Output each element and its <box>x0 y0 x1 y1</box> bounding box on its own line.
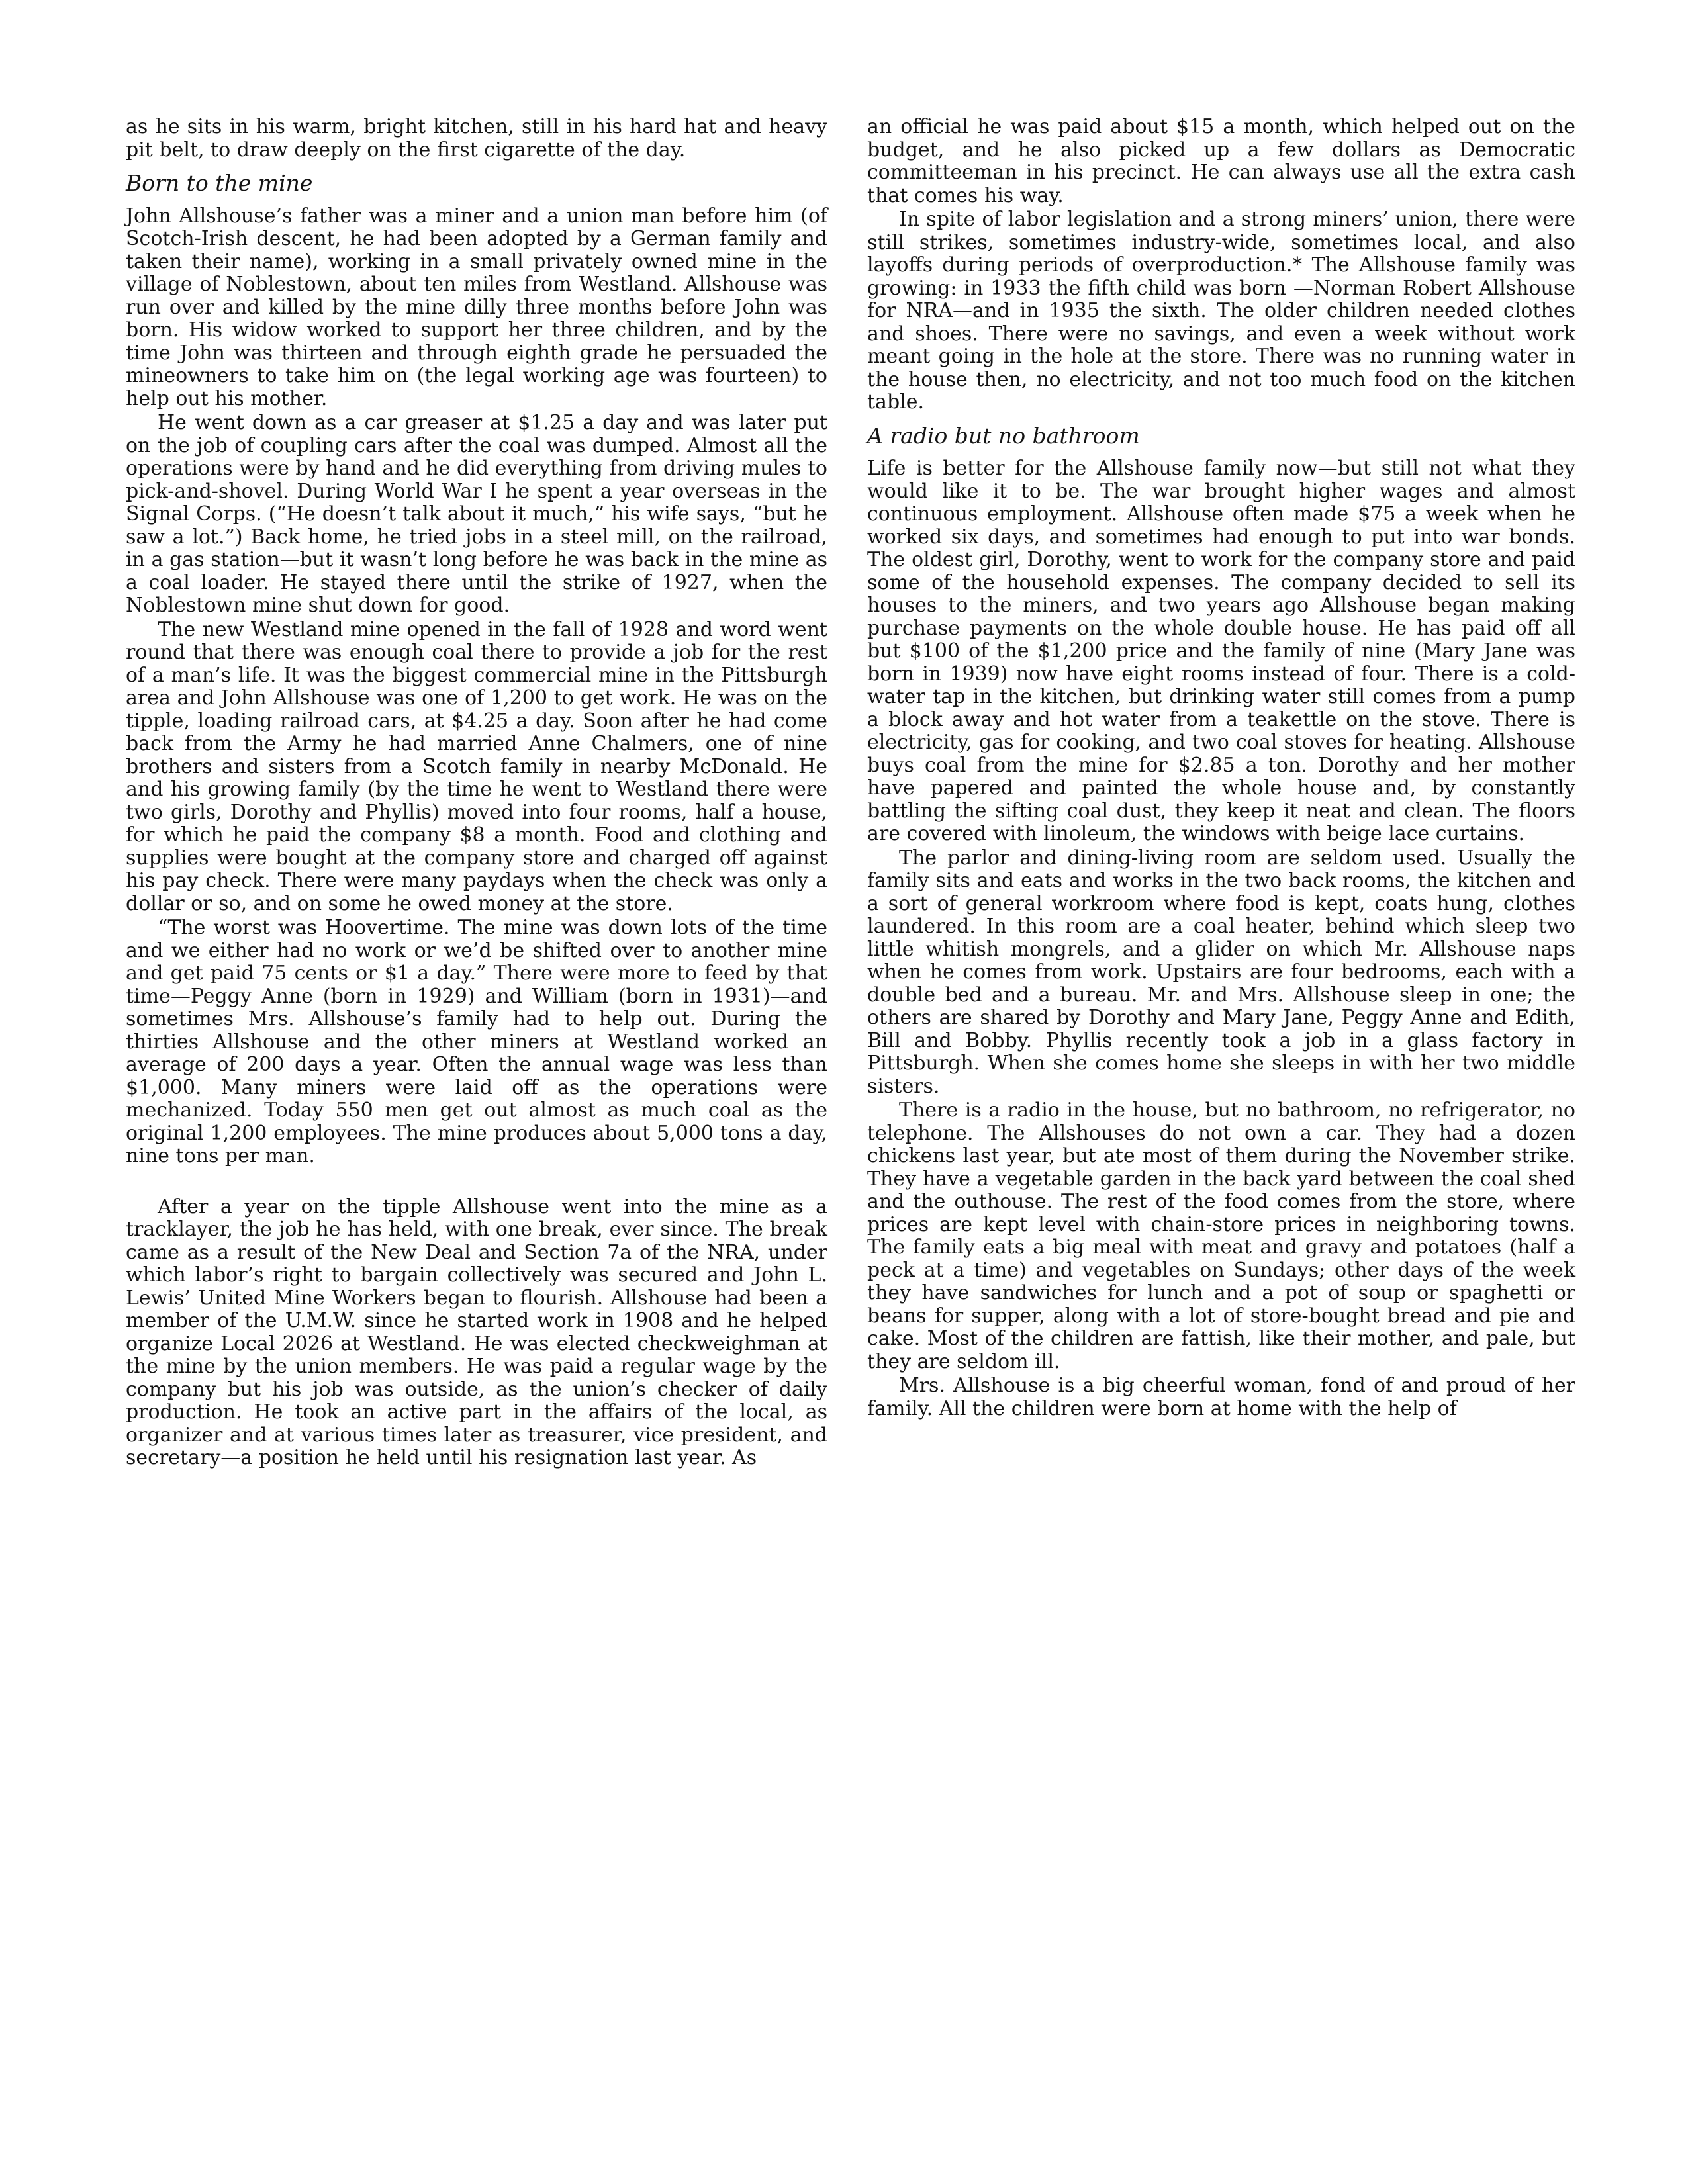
paragraph: There is a radio in the house, but no bathroom, no refrigerator, no telephone. The Allshouses do not own a car. They had a dozen chickens last year, but ate most of them during the November strike. They have a vegetable garden in the back yard between the coal shed and the outhouse. The rest of the food comes from the store, where prices are kept level with chain-store prices in neighboring towns. The family eats a big meal with meat and gravy and potatoes (half a peck at a time) and vegetables on Sundays; other days of the week they have sandwiches for lunch and a pot of soup or spaghetti or beans for supper, along with a lot of store-bought bread and pie and cake. Most of the children are fattish, like their mother, and pale, but they are seldom ill. <box>867 1099 1575 1373</box>
paragraph: “The worst was Hoovertime. The mine was down lots of the time and we either had no work or we’d be shifted over to another mine and get paid 75 cents or $1 a day.” There were more to feed by that time—Peggy Anne (born in 1929) and William (born in 1931)—and sometimes Mrs. Allshouse’s family had to help out. During the thirties Allshouse and the other miners at Westland worked an average of 200 days a year. Often the annual wage was less than $1,000. Many miners were laid off as the operations were mechanized. Today 550 men get out almost as much coal as the original 1,200 employees. The mine produces about 5,000 tons a day, nine tons per man. <box>126 916 827 1168</box>
paragraph: The new Westland mine opened in the fall of 1928 and word went round that there was enough coal there to provide a job for the rest of a man’s life. It was the biggest commercial mine in the Pittsburgh area and John Allshouse was one of 1,200 to get work. He was on the tipple, loading railroad cars, at $4.25 a day. Soon after he had come back from the Army he had married Anne Chalmers, one of nine brothers and sisters from a Scotch family in nearby McDonald. He and his growing family (by the time he went to Westland there were two girls, Dorothy and Phyllis) moved into four rooms, half a house, for which he paid the company $8 a month. Food and clothing and supplies were bought at the company store and charged off against his pay check. There were many paydays when the check was only a dollar or so, and on some he owed money at the store. <box>126 617 827 915</box>
paragraph: Mrs. Allshouse is a big cheerful woman, fond of and proud of her family. All the children were born at home with the help of <box>867 1374 1575 1420</box>
paragraph: Life is better for the Allshouse family now—but still not what they would like it to be. The war brought higher wages and almost continuous employment. Allshouse often made $75 a week when he worked six days, and sometimes had enough to put into war bonds. The oldest girl, Dorothy, went to work for the company store and paid some of the household expenses. The company decided to sell its houses to the miners, and two years ago Allshouse began making purchase payments on the whole double house. He has paid off all but $100 of the $1,200 price and the family of nine (Mary Jane was born in 1939) now have eight rooms instead of four. There is a cold-water tap in the kitchen, but drinking water still comes from a pump a block away and hot water from a teakettle on the stove. There is electricity, gas for cooking, and two coal stoves for heating. Allshouse buys coal from the mine for $2.85 a ton. Dorothy and her mother have papered and painted the whole house and, by constantly battling the sifting coal dust, they keep it neat and clean. The floors are covered with linoleum, the windows with beige lace curtains. <box>867 457 1575 846</box>
section-heading: Born to the mine <box>126 170 313 196</box>
paragraph: an official he was paid about $15 a month, which helped out on the budget, and he also picked up a few dollars as Democratic committeeman in his precinct. He can always use all the extra cash that comes his way. <box>867 115 1575 207</box>
left-column <box>126 116 827 1471</box>
paragraph: as he sits in his warm, bright kitchen, still in his hard hat and heavy pit belt, to draw deeply on the first cigarette of the day. <box>126 115 827 161</box>
right-column <box>867 116 1575 1422</box>
paragraph: In spite of labor legislation and a strong miners’ union, there were still strikes, sometimes industry-wide, sometimes local, and also layoffs during periods of overproduction.* The Allshouse family was growing: in 1933 the fifth child was born —Norman Robert Allshouse for NRA—and in 1935 the sixth. The older children needed clothes and shoes. There were no savings, and even a week without work meant going in the hole at the store. There was no running water in the house then, no electricity, and not too much food on the kitchen table. <box>867 208 1575 414</box>
paragraph: He went down as a car greaser at $1.25 a day and was later put on the job of coupling cars after the coal was dumped. Almost all the operations were by hand and he did everything from driving mules to pick-and-shovel. During World War I he spent a year overseas in the Signal Corps. (“He doesn’t talk about it much,” his wife says, “but he saw a lot.”) Back home, he tried jobs in a steel mill, on the railroad, in a gas station—but it wasn’t long before he was back in the mine as a coal loader. He stayed there until the strike of 1927, when the Noblestown mine shut down for good. <box>126 411 827 617</box>
paragraph: The parlor and dining-living room are seldom used. Usually the family sits and eats and works in the two back rooms, the kitchen and a sort of general workroom where food is kept, coats hung, clothes laundered. In this room are a coal heater, behind which sleep two little whitish mongrels, and a glider on which Mr. Allshouse naps when he comes from work. Upstairs are four bedrooms, each with a double bed and a bureau. Mr. and Mrs. Allshouse sleep in one; the others are shared by Dorothy and Mary Jane, Peggy Anne and Edith, Bill and Bobby. Phyllis recently took a job in a glass factory in Pittsburgh. When she comes home she sleeps in with her two middle sisters. <box>867 846 1575 1098</box>
section-heading: A radio but no bathroom <box>867 422 1140 449</box>
paragraph: After a year on the tipple Allshouse went into the mine as a tracklayer, the job he has held, with one break, ever since. The break came as a result of the New Deal and Section 7a of the NRA, under which labor’s right to bargain collectively was secured and John L. Lewis’ United Mine Workers began to flourish. Allshouse had been a member of the U.M.W. since he started work in 1908 and he helped organize Local 2026 at Westland. He was elected checkweighman at the mine by the union members. He was paid a regular wage by the company but his job was outside, as the union’s checker of daily production. He took an active part in the affairs of the local, as organizer and at various times later as treasurer, vice president, and secretary—a position he held until his resignation last year. As <box>126 1195 827 1470</box>
paragraph: John Allshouse’s father was a miner and a union man before him (of Scotch-Irish descent, he had been adopted by a German family and taken their name), working in a small privately owned mine in the village of Noblestown, about ten miles from Westland. Allshouse was run over and killed by the mine dilly three months before John was born. His widow worked to support her three children, and by the time John was thirteen and through eighth grade he persuaded the mineowners to take him on (the legal working age was fourteen) to help out his mother. <box>126 204 827 410</box>
